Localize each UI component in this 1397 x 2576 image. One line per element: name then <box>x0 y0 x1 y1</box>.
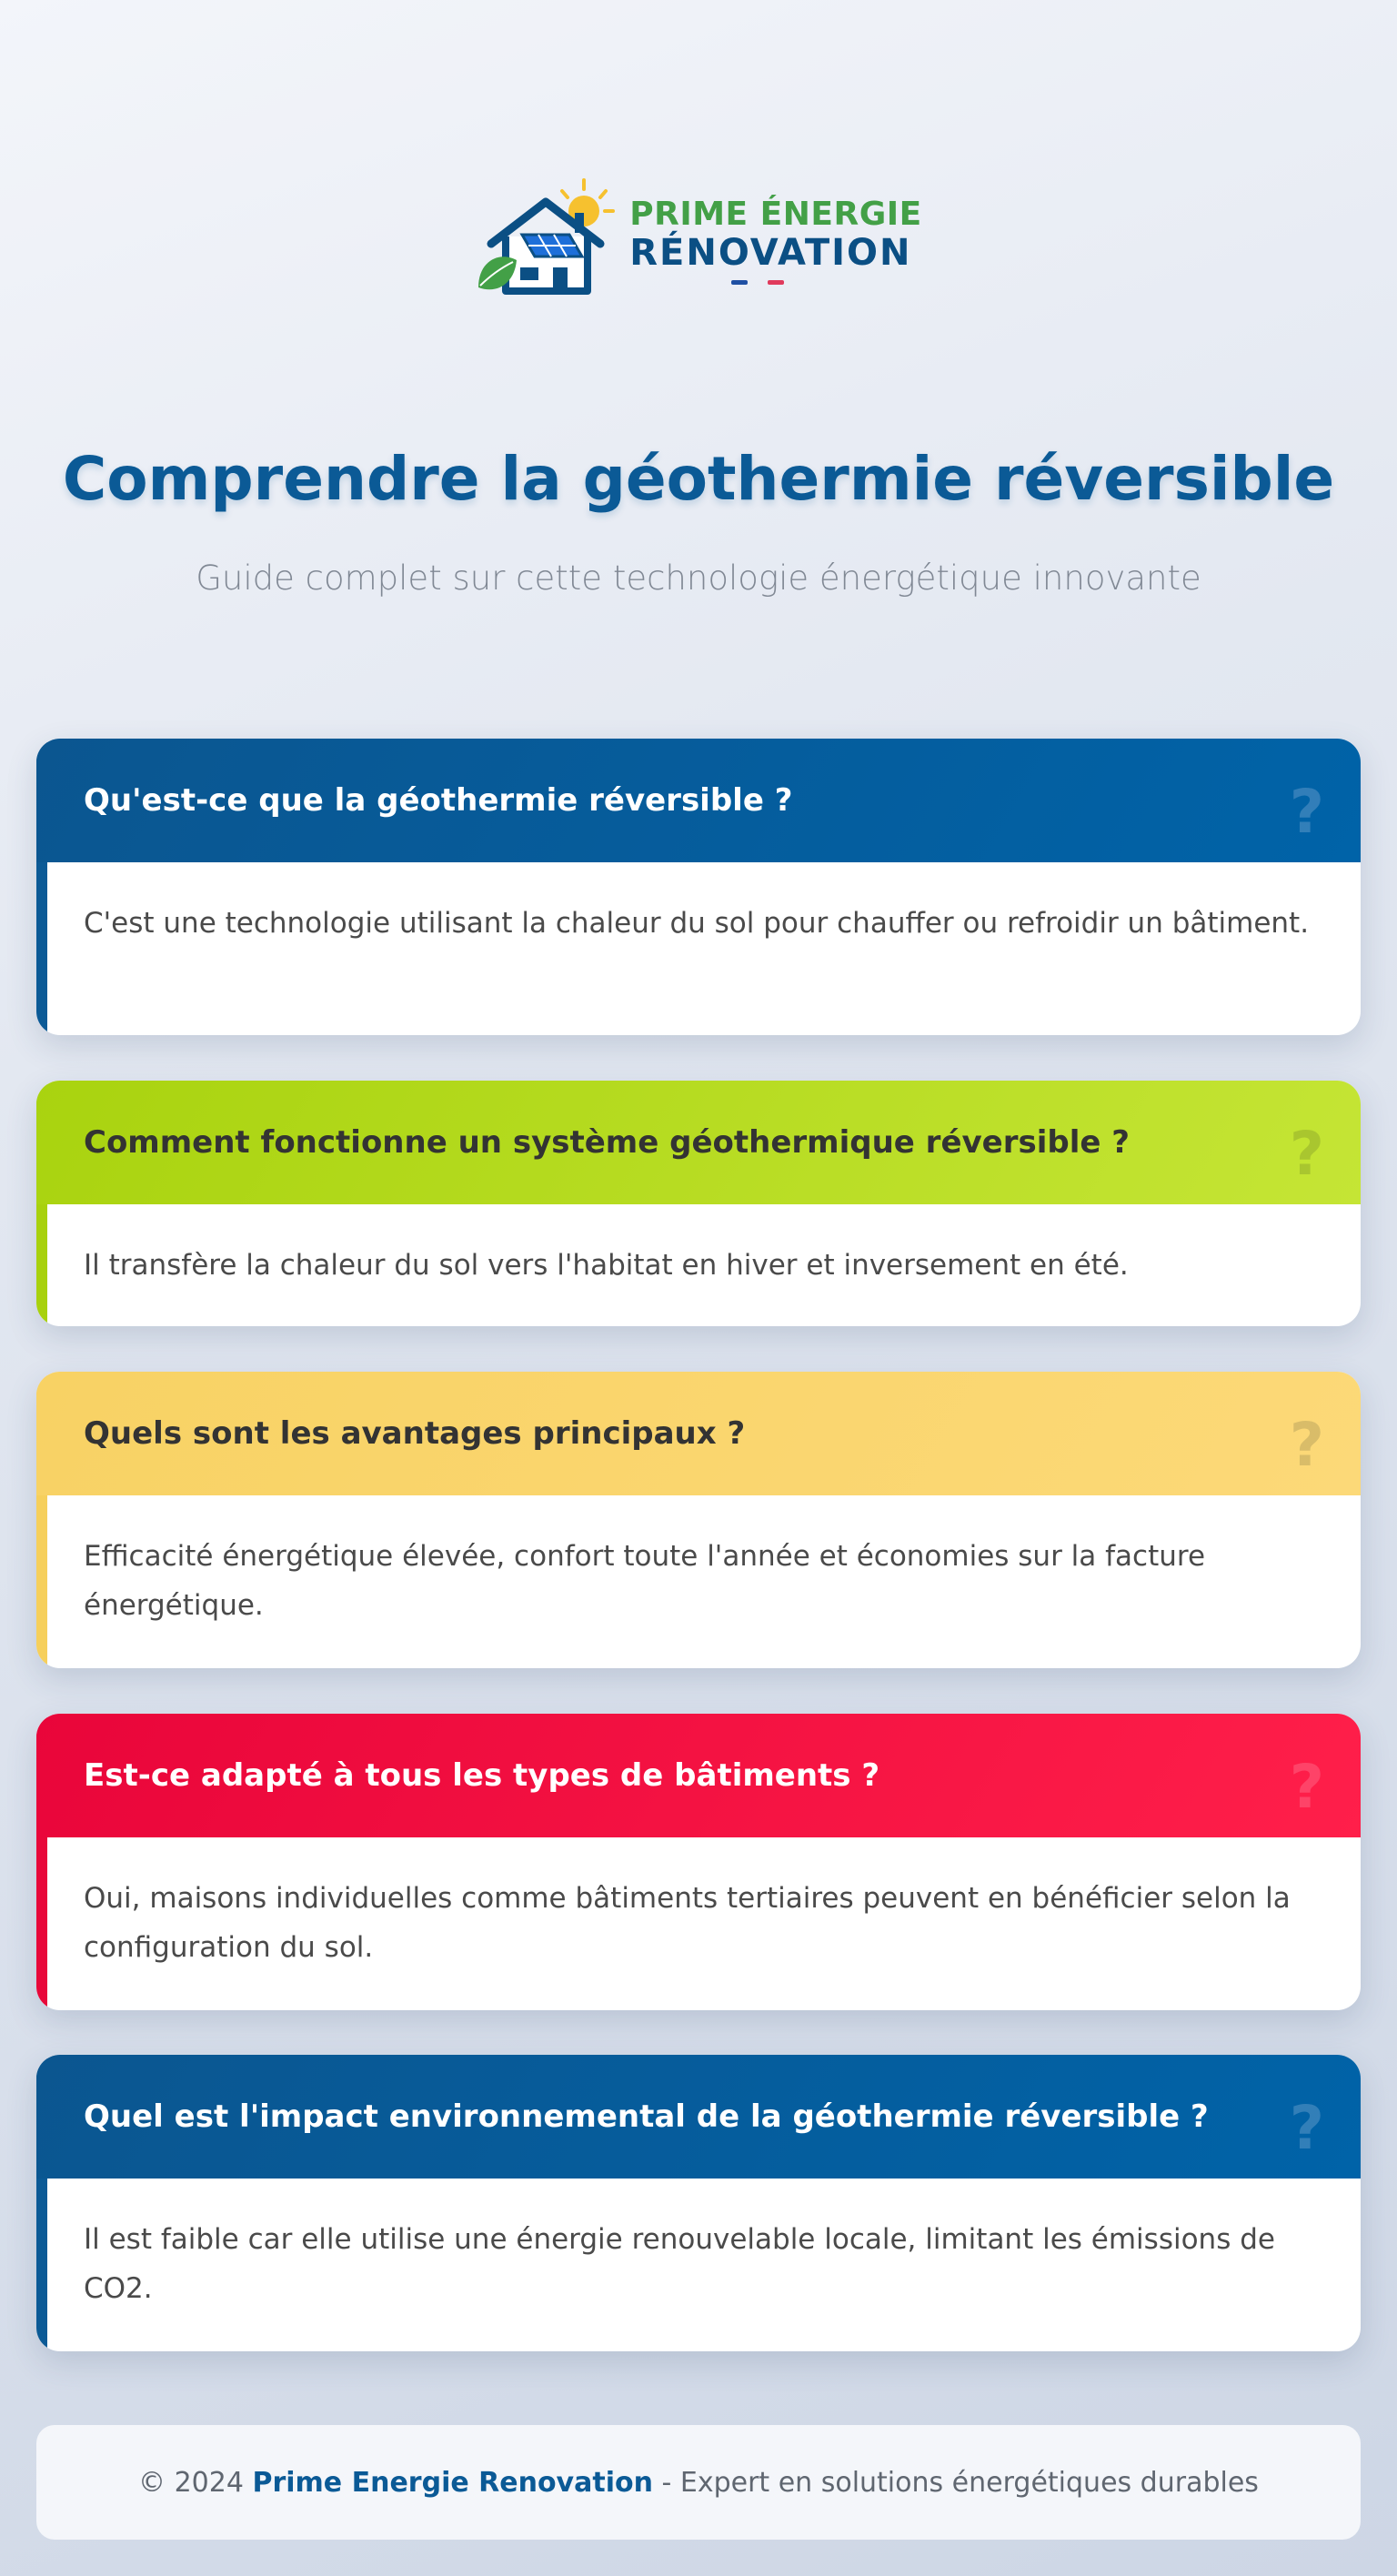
footer-brand-link[interactable]: Prime Energie Renovation <box>252 2466 653 2499</box>
faq-answer: Oui, maisons individuelles comme bâtiments tertiaires peuvent en bénéficier selon la configuration du sol. <box>84 1882 1291 1964</box>
faq-question-header[interactable] <box>36 1714 1361 1837</box>
faq-answer: Efficacité énergétique élevée, confort toute l'année et économies sur la facture énergétique. <box>84 1540 1206 1622</box>
question-mark-icon: ? <box>1289 1119 1324 1189</box>
house-solar-logo-icon <box>475 173 620 309</box>
question-mark-icon: ? <box>1289 2093 1324 2163</box>
faq-question-header[interactable] <box>36 1372 1361 1495</box>
footer-tagline: - Expert en solutions énergétiques durables <box>661 2466 1259 2499</box>
logo-text-line2: RÉNOVATION <box>629 231 912 274</box>
page-subtitle: Guide complet sur cette technologie énergétique innovante <box>196 558 1201 598</box>
footer <box>36 2425 1361 2540</box>
faq-question: Est-ce adapté à tous les types de bâtiments ? <box>84 1757 880 1794</box>
page-title: Comprendre la géothermie réversible <box>62 444 1335 514</box>
question-mark-icon: ? <box>1289 1752 1324 1822</box>
question-mark-icon: ? <box>1289 777 1324 847</box>
faq-question-header[interactable] <box>36 739 1361 862</box>
faq-card-what-is <box>36 739 1361 1035</box>
faq-question: Comment fonctionne un système géothermique réversible ? <box>84 1124 1131 1161</box>
flag-accent <box>731 280 922 285</box>
faq-question-header[interactable] <box>36 1081 1361 1204</box>
faq-card-building-types <box>36 1714 1361 2010</box>
logo-text-line1: PRIME ÉNERGIE <box>629 195 922 233</box>
faq-question: Quel est l'impact environnemental de la géothermie réversible ? <box>84 2098 1209 2135</box>
question-mark-icon: ? <box>1289 1410 1324 1480</box>
faq-question: Qu'est-ce que la géothermie réversible ? <box>84 782 793 819</box>
footer-copyright: © 2024 <box>138 2466 244 2499</box>
faq-answer: Il est faible car elle utilise une énergie renouvelable locale, limitant les émissions de CO2. <box>84 2223 1275 2305</box>
logo[interactable] <box>0 164 1397 318</box>
faq-answer: Il transfère la chaleur du sol vers l'habitat en hiver et inversement en été. <box>84 1249 1129 1282</box>
faq-card-how-works <box>36 1081 1361 1326</box>
faq-card-advantages <box>36 1372 1361 1668</box>
faq-question-header[interactable] <box>36 2055 1361 2179</box>
faq-card-environment <box>36 2055 1361 2351</box>
faq-answer: C'est une technologie utilisant la chaleur du sol pour chauffer ou refroidir un bâtiment. <box>84 907 1310 940</box>
faq-question: Quels sont les avantages principaux ? <box>84 1415 746 1452</box>
